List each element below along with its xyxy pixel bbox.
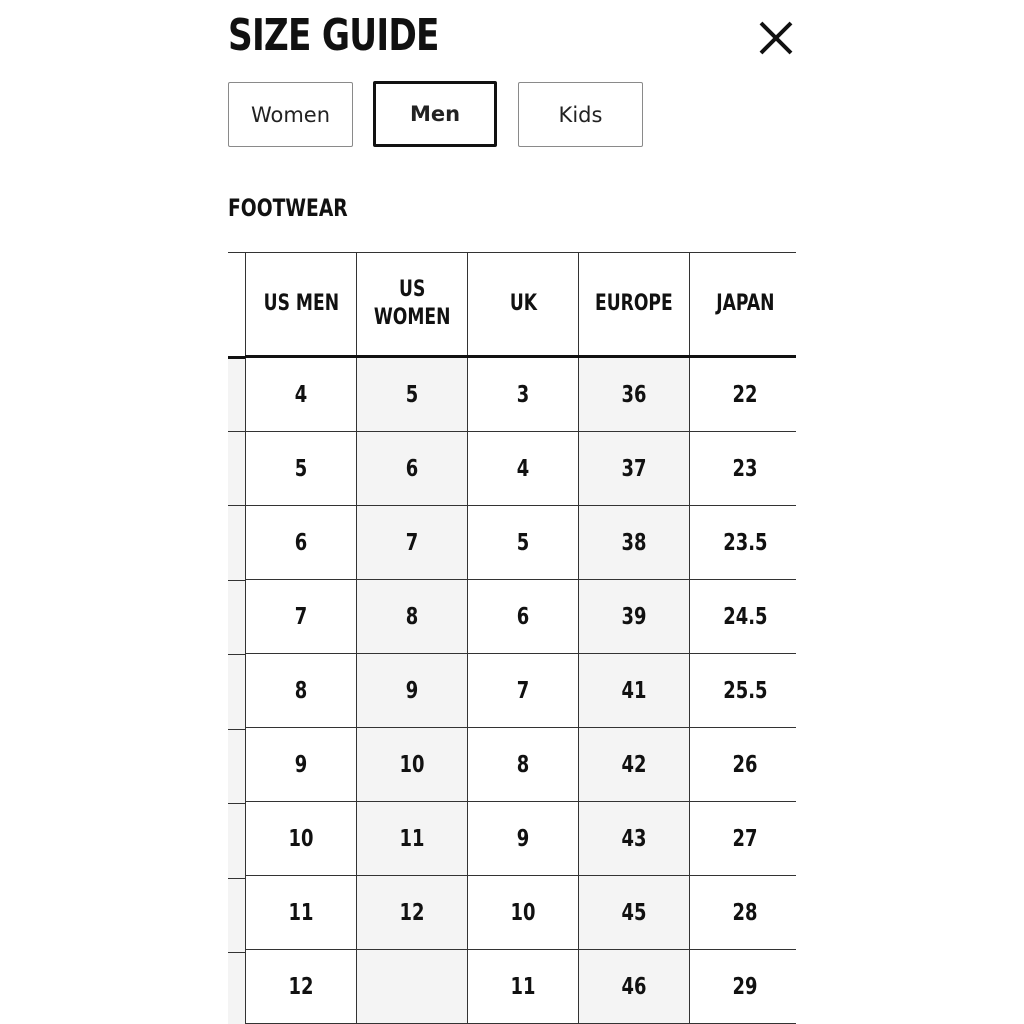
hidden-column-row-line [228,803,246,804]
hidden-column-row-line [228,431,246,432]
table-cell-value: 7 [294,603,308,630]
table-cell-value: 23 [732,455,758,482]
table-cell-value: 11 [510,973,536,1000]
table-cell [246,654,357,728]
table-cell [579,876,690,950]
table-cell [690,876,797,950]
hidden-column-row-line [228,654,246,655]
table-cell-value: 28 [732,899,758,926]
column-header-label: EUROPE [595,291,673,316]
table-cell [690,728,797,802]
table-cell-value: 6 [516,603,530,630]
table-cell-value: 11 [399,825,425,852]
table-cell [468,728,579,802]
hidden-column-edge [228,252,246,1024]
table-cell-value: 10 [510,899,536,926]
table-cell-value: 7 [405,529,419,556]
table-cell-value: 11 [288,899,314,926]
table-cell-value: 12 [399,899,425,926]
table-cell [468,580,579,654]
table-cell-value: 46 [621,973,647,1000]
table-cell-value: 36 [621,381,647,408]
size-table-scroll[interactable] [228,252,796,1024]
table-header-row [246,253,797,357]
table-cell-value: 29 [732,973,758,1000]
table-cell [579,432,690,506]
table-cell-value: 9 [516,825,530,852]
table-cell [468,432,579,506]
table-cell [579,802,690,876]
table-cell [246,432,357,506]
tab-women[interactable]: Women [228,82,353,147]
table-row [246,357,797,432]
close-button[interactable] [752,14,800,62]
table-body [246,357,797,1024]
hidden-column-row-line [228,878,246,879]
table-cell-value: 26 [732,751,758,778]
table-cell [579,950,690,1024]
table-cell-value: 38 [621,529,647,556]
table-cell-value: 27 [732,825,758,852]
close-icon [752,14,800,62]
table-cell [579,728,690,802]
table-cell-value: 6 [405,455,419,482]
column-header [690,253,797,357]
hidden-column-row-line [228,505,246,506]
table-cell-value: 42 [621,751,647,778]
table-row [246,950,797,1024]
hidden-column-header-edge [228,252,246,356]
table-cell [690,950,797,1024]
table-cell [468,876,579,950]
table-cell [468,357,579,432]
hidden-column-row-line [228,580,246,581]
table-cell [357,950,468,1024]
table-cell-value: 8 [516,751,530,778]
tab-men[interactable]: Men [373,81,497,147]
table-cell [357,357,468,432]
column-header-label: US MEN [263,291,339,316]
table-cell-value: 8 [405,603,419,630]
hidden-column-row-line [228,356,246,359]
table-cell [579,506,690,580]
column-header [468,253,579,357]
table-cell [246,802,357,876]
table-cell [357,432,468,506]
table-cell-value: 12 [288,973,314,1000]
table-cell-value: 9 [405,677,419,704]
column-header-label: UK [509,291,537,316]
table-cell [690,357,797,432]
table-cell-value: 7 [516,677,530,704]
table-cell-value: 39 [621,603,647,630]
table-row [246,876,797,950]
table-cell [246,580,357,654]
table-cell-value: 4 [294,381,308,408]
page-title: SIZE GUIDE [228,10,439,61]
hidden-column-row-line [228,729,246,730]
column-header [579,253,690,357]
table-cell [357,506,468,580]
column-header-label: US WOMEN [373,277,451,330]
table-cell-value: 25.5 [722,677,768,704]
table-cell-value: 37 [621,455,647,482]
table-cell [246,876,357,950]
table-cell-value: 45 [621,899,647,926]
table-cell-value: 43 [621,825,647,852]
table-cell-value: 6 [294,529,308,556]
table-cell-value: 4 [516,455,530,482]
table-cell-value: 5 [405,381,419,408]
table-row [246,506,797,580]
tab-kids[interactable]: Kids [518,82,643,147]
table-cell [246,506,357,580]
table-cell [579,654,690,728]
table-cell [690,802,797,876]
table-cell [468,506,579,580]
table-cell-value: 10 [399,751,425,778]
table-cell [246,728,357,802]
table-cell-value: 3 [516,381,530,408]
hidden-column-row-line [228,952,246,953]
table-cell [468,950,579,1024]
table-cell [690,506,797,580]
table-cell [690,654,797,728]
table-cell [357,876,468,950]
table-cell-value: 23.5 [722,529,768,556]
table-row [246,580,797,654]
table-cell-value: 8 [294,677,308,704]
table-cell [246,950,357,1024]
table-row [246,654,797,728]
table-cell-value: 5 [294,455,308,482]
column-header [246,253,357,357]
table-cell [690,580,797,654]
table-cell-value: 24.5 [722,603,768,630]
size-table [245,252,796,1024]
table-cell [357,654,468,728]
table-cell [579,580,690,654]
table-cell [246,357,357,432]
table-cell-value: 5 [516,529,530,556]
column-header-label: JAPAN [715,291,775,316]
table-row [246,728,797,802]
table-cell [579,357,690,432]
table-cell [357,728,468,802]
table-cell [468,802,579,876]
table-cell-value: 10 [288,825,314,852]
table-cell [690,432,797,506]
column-header [357,253,468,357]
table-cell-value: 9 [294,751,308,778]
table-row [246,432,797,506]
table-row [246,802,797,876]
table-cell [468,654,579,728]
table-cell [357,580,468,654]
table-cell-value: 41 [621,677,647,704]
table-cell [357,802,468,876]
table-cell-value: 22 [732,381,758,408]
section-title-footwear: FOOTWEAR [228,194,348,222]
